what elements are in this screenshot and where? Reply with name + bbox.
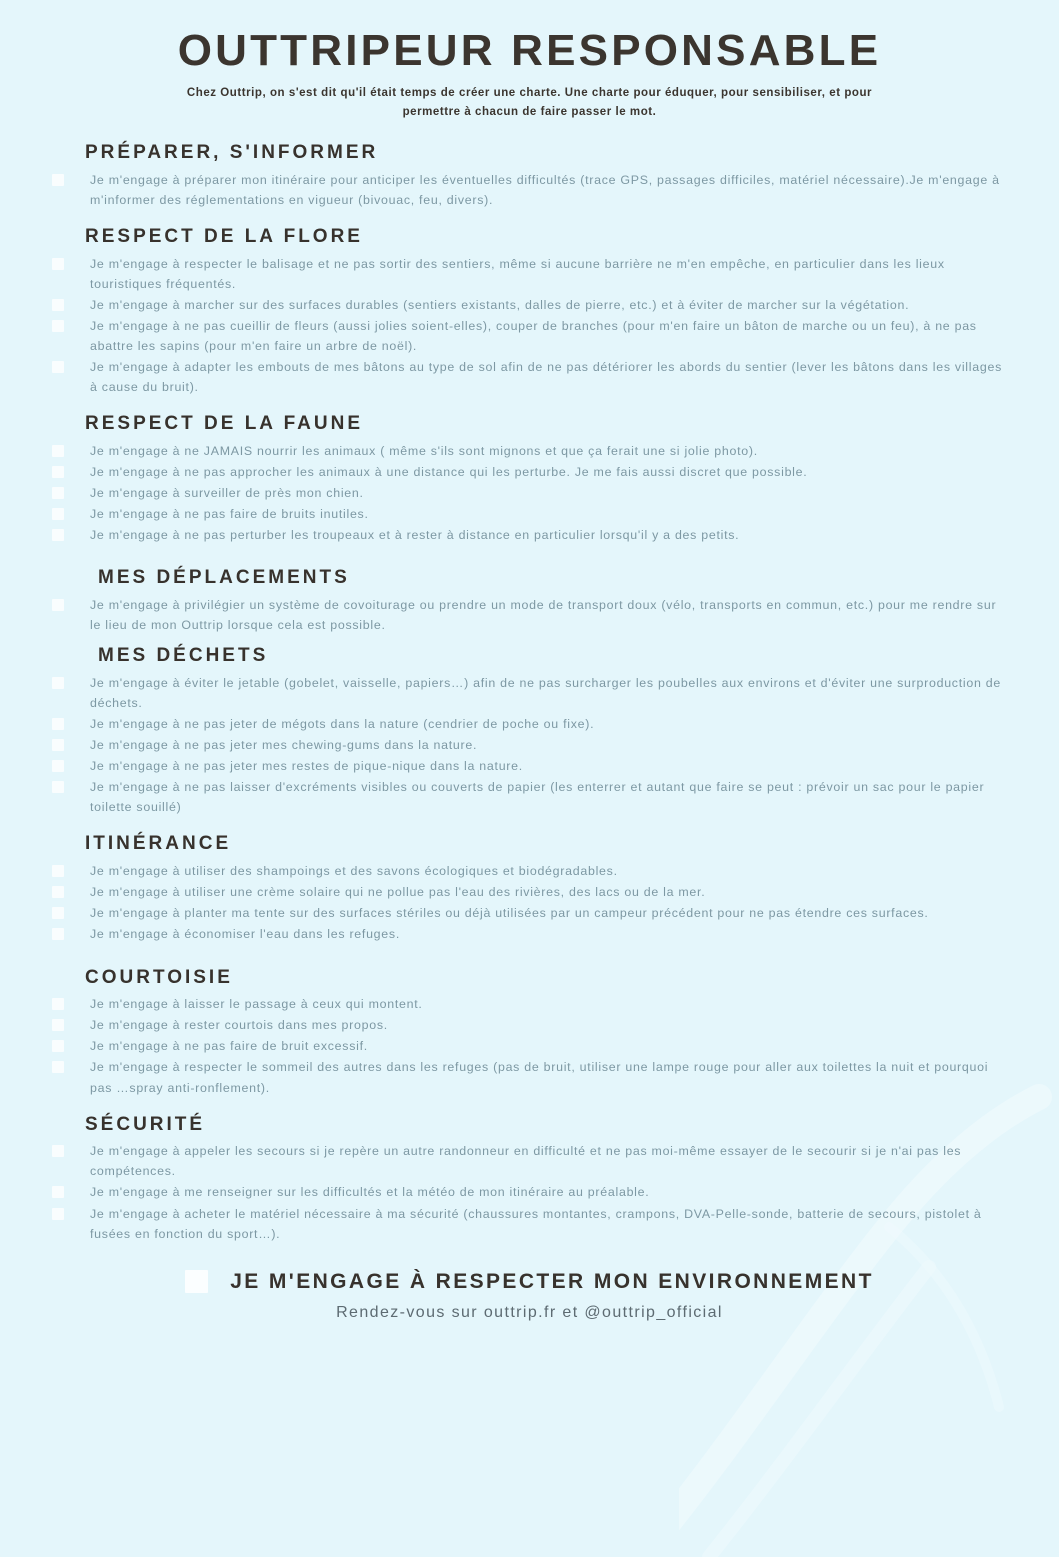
pledge-item-text: Je m'engage à ne pas jeter de mégots dans la nature (cendrier de poche ou fixe). (90, 717, 595, 732)
checkbox-icon[interactable] (52, 1019, 64, 1031)
checkbox-icon[interactable] (52, 886, 64, 898)
checkbox-icon[interactable] (52, 1040, 64, 1052)
section (0, 565, 1059, 635)
checkbox-icon[interactable] (52, 445, 64, 457)
page-header (0, 0, 1059, 122)
pledge-item[interactable] (0, 1057, 1059, 1097)
pledge-item-text: Je m'engage à ne pas approcher les animaux à une distance qui les perturbe. Je me fais aussi discret que possible. (90, 464, 808, 479)
section (0, 831, 1059, 944)
pledge-item[interactable] (0, 254, 1059, 294)
pledge-item[interactable] (0, 735, 1059, 755)
section-title: COURTOISIE (85, 966, 233, 988)
checkbox-icon[interactable] (52, 865, 64, 877)
pledge-item[interactable] (0, 295, 1059, 315)
pledge-item-text: Je m'engage à acheter le matériel nécessaire à ma sécurité (chaussures montantes, crampons, DVA-Pelle-sonde, batterie de secours, pistolet à fusées en fonction du sport…). (90, 1206, 982, 1241)
checkbox-icon[interactable] (52, 508, 64, 520)
pledge-item-text: Je m'engage à me renseigner sur les difficultés et la météo de mon itinéraire au préalable. (90, 1185, 650, 1200)
pledge-item[interactable] (0, 903, 1059, 923)
footer-pledge (0, 1270, 1059, 1294)
section (0, 140, 1059, 210)
checkbox-icon[interactable] (52, 299, 64, 311)
pledge-item-text: Je m'engage à ne pas faire de bruits inutiles. (90, 507, 369, 522)
checkbox-icon[interactable] (52, 928, 64, 940)
pledge-item[interactable] (0, 595, 1059, 635)
section-item-list (0, 994, 1059, 1097)
section (0, 965, 1059, 1098)
checkbox-icon[interactable] (52, 320, 64, 332)
pledge-item-text: Je m'engage à surveiller de près mon chien. (90, 486, 364, 501)
pledge-item[interactable] (0, 673, 1059, 713)
pledge-item[interactable] (0, 504, 1059, 524)
pledge-item[interactable] (0, 756, 1059, 776)
checkbox-icon[interactable] (52, 174, 64, 186)
pledge-item-text: Je m'engage à ne pas faire de bruit excessif. (90, 1039, 368, 1054)
section-item-list (0, 254, 1059, 398)
pledge-item[interactable] (0, 316, 1059, 356)
checkbox-icon[interactable] (52, 907, 64, 919)
pledge-item-text: Je m'engage à ne pas laisser d'excréments visibles ou couverts de papier (les enterrer et autant que faire se peut : prévoir un sac pour le papier toilette souillé) (90, 780, 985, 815)
checkbox-icon[interactable] (52, 361, 64, 373)
pledge-item[interactable] (0, 1036, 1059, 1056)
section-title: SÉCURITÉ (85, 1113, 206, 1135)
pledge-item[interactable] (0, 994, 1059, 1014)
checkbox-icon[interactable] (52, 998, 64, 1010)
pledge-item-text: Je m'engage à ne pas cueillir de fleurs (aussi jolies soient-elles), couper de branches (pour m'en faire un bâton de marche ou un feu), à ne pas abattre les sapins (pour m'en faire un arbre de noël). (90, 318, 977, 353)
section (0, 411, 1059, 545)
footer-contact: Rendez-vous sur outtrip.fr et @outtrip_official (336, 1303, 723, 1321)
footer-checkbox-icon[interactable] (185, 1270, 208, 1293)
checkbox-icon[interactable] (52, 1208, 64, 1220)
section-title: MES DÉPLACEMENTS (98, 567, 350, 589)
checkbox-icon[interactable] (52, 599, 64, 611)
checkbox-icon[interactable] (52, 1061, 64, 1073)
pledge-item[interactable] (0, 924, 1059, 944)
checkbox-icon[interactable] (52, 466, 64, 478)
pledge-item-text: Je m'engage à ne JAMAIS nourrir les animaux ( même s'ils sont mignons et que ça ferait une si jolie photo). (90, 443, 758, 458)
pledge-item[interactable] (0, 882, 1059, 902)
section-item-list (0, 170, 1059, 210)
pledge-item-text: Je m'engage à éviter le jetable (gobelet, vaisselle, papiers…) afin de ne pas surcharger les poubelles aux environs et d'éviter une surproduction de déchets. (90, 675, 1001, 710)
sections-container (0, 140, 1059, 1244)
checkbox-icon[interactable] (52, 781, 64, 793)
pledge-item-text: Je m'engage à utiliser des shampoings et des savons écologiques et biodégradables. (90, 864, 618, 879)
pledge-item[interactable] (0, 462, 1059, 482)
section (0, 643, 1059, 817)
checkbox-icon[interactable] (52, 718, 64, 730)
pledge-item[interactable] (0, 777, 1059, 817)
section-title: ITINÉRANCE (85, 833, 232, 855)
checkbox-icon[interactable] (52, 1186, 64, 1198)
page-title: OUTTRIPEUR RESPONSABLE (177, 26, 882, 75)
pledge-item[interactable] (0, 170, 1059, 210)
pledge-item-text: Je m'engage à économiser l'eau dans les refuges. (90, 927, 400, 942)
footer-pledge-label: JE M'ENGAGE À RESPECTER MON ENVIRONNEMENT (230, 1269, 874, 1293)
pledge-item-text: Je m'engage à ne pas jeter mes restes de pique-nique dans la nature. (90, 759, 523, 774)
section-item-list (0, 595, 1059, 635)
page-subtitle: Chez Outtrip, on s'est dit qu'il était temps de créer une charte. Une charte pour éduquer, pour sensibiliser, et pour permettre à chacun de faire passer le mot. (186, 87, 873, 119)
section-title: RESPECT DE LA FAUNE (85, 413, 363, 435)
pledge-item-text: Je m'engage à marcher sur des surfaces durables (sentiers existants, dalles de pierre, etc.) et à éviter de marcher sur la végétation. (90, 297, 910, 312)
pledge-item[interactable] (0, 483, 1059, 503)
checkbox-icon[interactable] (52, 529, 64, 541)
pledge-item-text: Je m'engage à laisser le passage à ceux qui montent. (90, 997, 423, 1012)
section (0, 224, 1059, 397)
pledge-item-text: Je m'engage à adapter les embouts de mes bâtons au type de sol afin de ne pas détériorer les abords du sentier (lever les bâtons dans les villages à cause du bruit). (90, 360, 1002, 395)
pledge-item[interactable] (0, 1204, 1059, 1244)
checkbox-icon[interactable] (52, 258, 64, 270)
pledge-item[interactable] (0, 1141, 1059, 1181)
section-title: MES DÉCHETS (98, 645, 269, 667)
section-item-list (0, 1141, 1059, 1243)
pledge-item[interactable] (0, 357, 1059, 397)
pledge-item-text: Je m'engage à ne pas jeter mes chewing-gums dans la nature. (90, 738, 478, 753)
section-title: RESPECT DE LA FLORE (85, 225, 363, 247)
pledge-item-text: Je m'engage à planter ma tente sur des surfaces stériles ou déjà utilisées par un campeur précédent pour ne pas étendre ces surfaces. (90, 906, 929, 921)
section-item-list (0, 861, 1059, 944)
pledge-item-text: Je m'engage à respecter le balisage et ne pas sortir des sentiers, même si aucune barrière ne m'en empêche, en particulier dans les lieux touristiques fréquentés. (90, 256, 945, 291)
page-footer (0, 1270, 1059, 1322)
pledge-item-text: Je m'engage à privilégier un système de covoiturage ou prendre un mode de transport doux (vélo, transports en commun, etc.) pour me rendre sur le lieu de mon Outtrip lorsque cela est possible. (90, 598, 997, 633)
pledge-item-text: Je m'engage à préparer mon itinéraire pour anticiper les éventuelles difficultés (trace GPS, passages difficiles, matériel nécessaire).Je m'engage à m'informer des réglementations en vigueur (bivouac, feu, divers). (90, 172, 1000, 207)
pledge-item-text: Je m'engage à utiliser une crème solaire qui ne pollue pas l'eau des rivières, des lacs ou de la mer. (90, 885, 706, 900)
checkbox-icon[interactable] (52, 677, 64, 689)
section-item-list (0, 441, 1059, 545)
pledge-item-text: Je m'engage à rester courtois dans mes propos. (90, 1018, 388, 1033)
pledge-item[interactable] (0, 1015, 1059, 1035)
checkbox-icon[interactable] (52, 739, 64, 751)
section-title: PRÉPARER, S'INFORMER (85, 142, 379, 164)
checkbox-icon[interactable] (52, 487, 64, 499)
pledge-item-text: Je m'engage à respecter le sommeil des autres dans les refuges (pas de bruit, utiliser une lampe rouge pour aller aux toilettes la nuit et pourquoi pas …spray anti-ronflement). (90, 1060, 989, 1095)
pledge-item[interactable] (0, 441, 1059, 461)
section (0, 1112, 1059, 1244)
pledge-item[interactable] (0, 714, 1059, 734)
pledge-item-text: Je m'engage à ne pas perturber les troupeaux et à rester à distance en particulier lorsqu'il y a des petits. (90, 528, 740, 543)
pledge-item[interactable] (0, 1182, 1059, 1202)
checkbox-icon[interactable] (52, 760, 64, 772)
section-item-list (0, 673, 1059, 818)
pledge-item[interactable] (0, 525, 1059, 545)
checkbox-icon[interactable] (52, 1145, 64, 1157)
pledge-item[interactable] (0, 861, 1059, 881)
pledge-item-text: Je m'engage à appeler les secours si je repère un autre randonneur en difficulté et ne pas moi-même essayer de le secourir si je n'ai pas les compétences. (90, 1144, 962, 1179)
